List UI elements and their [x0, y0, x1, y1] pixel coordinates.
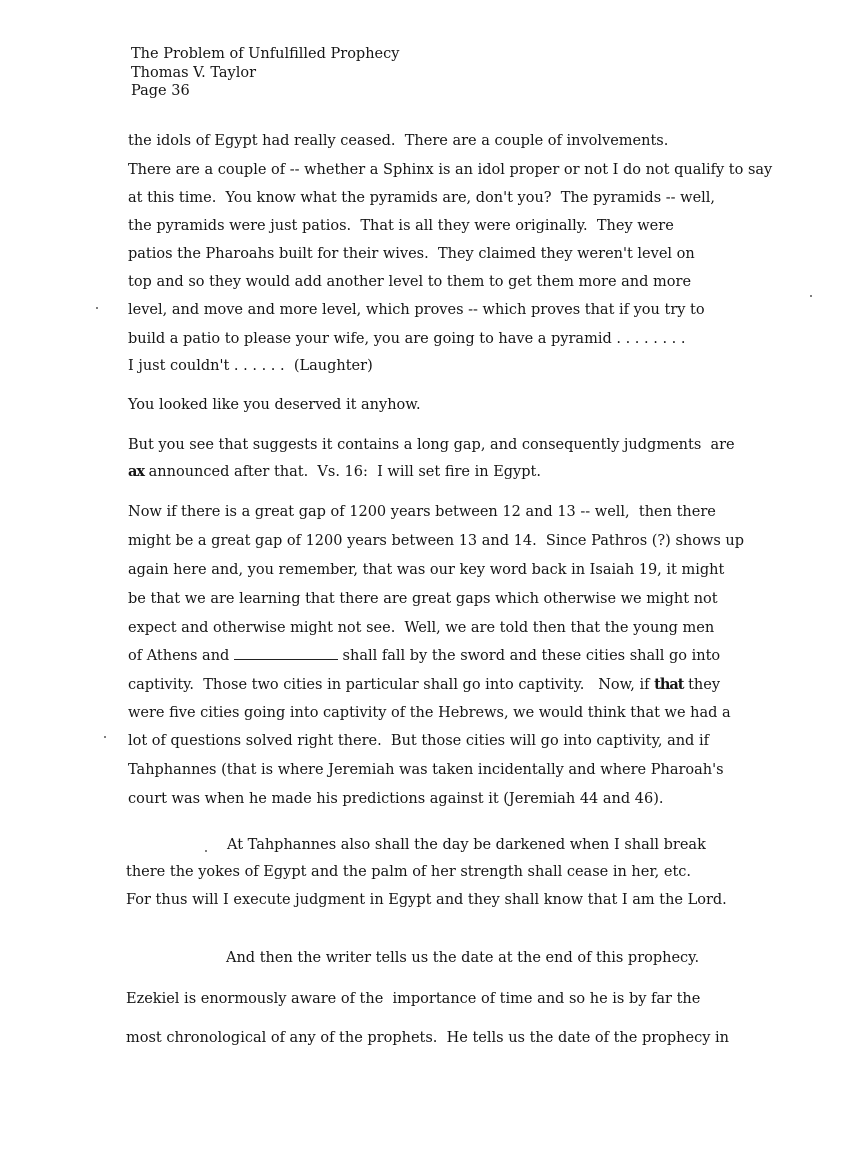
text-line: might be a great gap of 1200 years between 13 and 14. Since Pathros (?) shows up	[128, 533, 745, 549]
text-line: patios the Pharoahs built for their wives. They claimed they weren't level on	[128, 246, 695, 262]
text-segment: they	[683, 677, 721, 693]
quote-line: For thus will I execute judgment in Egypt and they shall know that I am the Lord.	[126, 892, 727, 908]
text-line	[128, 463, 541, 481]
quote-line: there the yokes of Egypt and the palm of her strength shall cease in her, etc.	[126, 864, 692, 880]
text-line: build a patio to please your wife, you are going to have a pyramid . . . . . . . .	[128, 331, 686, 347]
scan-speck	[104, 736, 106, 738]
text-line: be that we are learning that there are great gaps which otherwise we might not	[128, 591, 718, 607]
text-segment: captivity. Those two cities in particular shall go into captivity. Now, if	[128, 677, 655, 693]
text-line: Ezekiel is enormously aware of the importance of time and so he is by far the	[126, 991, 701, 1007]
text-segment: announced after that. Vs. 16: I will set fire in Egypt.	[144, 464, 541, 480]
struck-text: ax	[128, 463, 145, 480]
text-line: Tahphannes (that is where Jeremiah was taken incidentally and where Pharoah's	[128, 762, 724, 778]
text-line: There are a couple of -- whether a Sphinx is an idol proper or not I do not qualify to say	[128, 162, 773, 178]
text-segment: of Athens and	[128, 648, 234, 664]
text-line: expect and otherwise might not see. Well, we are told then that the young men	[128, 620, 715, 636]
text-line: the pyramids were just patios. That is all they were originally. They were	[128, 218, 674, 234]
text-line: lot of questions solved right there. But those cities will go into captivity, and if	[128, 733, 709, 749]
text-line	[128, 647, 720, 665]
document-author: Thomas V. Taylor	[131, 65, 257, 81]
text-line: top and so they would add another level to them to get them more and more	[128, 274, 692, 290]
text-line: I just couldn't . . . . . . (Laughter)	[128, 358, 373, 374]
document-title: The Problem of Unfulfilled Prophecy	[131, 46, 400, 62]
text-line: at this time. You know what the pyramids are, don't you? The pyramids -- well,	[128, 190, 716, 206]
text-line	[128, 676, 720, 694]
text-line: You looked like you deserved it anyhow.	[128, 397, 421, 413]
text-line: the idols of Egypt had really ceased. There are a couple of involvements.	[128, 133, 669, 149]
text-line: again here and, you remember, that was our key word back in Isaiah 19, it might	[128, 562, 725, 578]
page-number: Page 36	[131, 83, 190, 99]
text-segment: shall fall by the sword and these cities shall go into	[337, 648, 721, 664]
text-line: level, and move and more level, which proves -- which proves that if you try to	[128, 302, 705, 318]
fill-in-blank	[234, 647, 338, 660]
struck-text: that	[654, 676, 684, 693]
scan-speck	[810, 295, 812, 297]
text-line: most chronological of any of the prophets. He tells us the date of the prophecy in	[126, 1030, 729, 1046]
text-line: And then the writer tells us the date at the end of this prophecy.	[226, 950, 700, 966]
text-line: Now if there is a great gap of 1200 years between 12 and 13 -- well, then there	[128, 504, 716, 520]
quote-line: At Tahphannes also shall the day be darkened when I shall break	[227, 837, 706, 853]
text-line: were five cities going into captivity of the Hebrews, we would think that we had a	[128, 705, 731, 721]
text-line: court was when he made his predictions against it (Jeremiah 44 and 46).	[128, 791, 664, 807]
scan-speck	[205, 850, 207, 852]
scan-speck	[96, 307, 98, 309]
text-line: But you see that suggests it contains a long gap, and consequently judgments are	[128, 437, 735, 453]
